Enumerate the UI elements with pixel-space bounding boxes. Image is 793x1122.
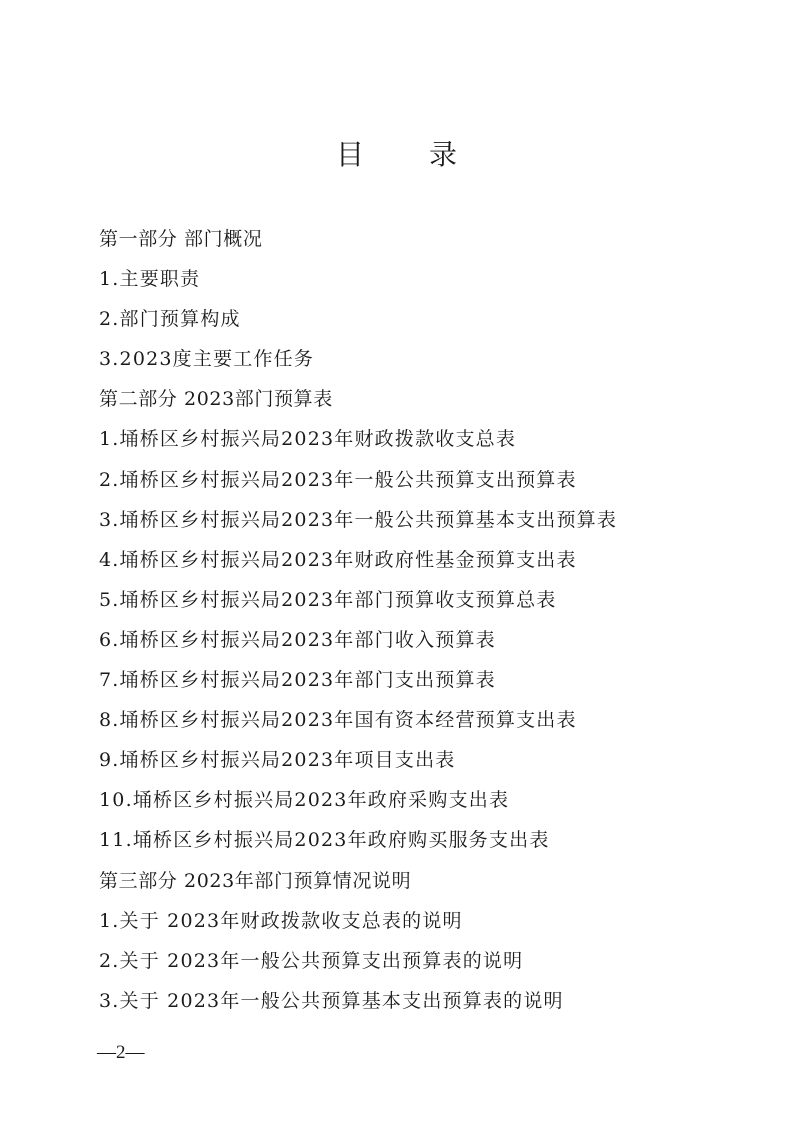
- toc-item: 3.关于 2023年一般公共预算基本支出预算表的说明: [99, 989, 564, 1012]
- toc-item: 7.埇桥区乡村振兴局2023年部门支出预算表: [99, 669, 496, 692]
- toc-section-heading: 第二部分 2023部门预算表: [99, 388, 333, 411]
- toc-item: 2.部门预算构成: [99, 308, 241, 331]
- page-number: —2—: [97, 1042, 145, 1063]
- toc-item: 9.埇桥区乡村振兴局2023年项目支出表: [99, 749, 456, 772]
- table-of-contents: [99, 219, 617, 1021]
- toc-item: 4.埇桥区乡村振兴局2023年财政府性基金预算支出表: [99, 548, 577, 571]
- toc-item: 3.埇桥区乡村振兴局2023年一般公共预算基本支出预算表: [99, 508, 618, 531]
- toc-item: 5.埇桥区乡村振兴局2023年部门预算收支预算总表: [99, 588, 557, 611]
- toc-item: 10.埇桥区乡村振兴局2023年政府采购支出表: [99, 789, 510, 812]
- toc-item: 3.2023度主要工作任务: [99, 348, 315, 371]
- toc-item: 8.埇桥区乡村振兴局2023年国有资本经营预算支出表: [99, 709, 577, 732]
- toc-item: 1.关于 2023年财政拨款收支总表的说明: [99, 909, 463, 932]
- toc-section-heading: 第三部分 2023年部门预算情况说明: [99, 869, 412, 892]
- toc-item: 11.埇桥区乡村振兴局2023年政府购买服务支出表: [99, 829, 550, 852]
- toc-item: 1.埇桥区乡村振兴局2023年财政拨款收支总表: [99, 428, 517, 451]
- toc-item: 2.关于 2023年一般公共预算支出预算表的说明: [99, 949, 524, 972]
- toc-section-heading: 第一部分 部门概况: [99, 228, 263, 250]
- page-title: 目 录: [336, 138, 485, 171]
- toc-item: 6.埇桥区乡村振兴局2023年部门收入预算表: [99, 628, 496, 651]
- toc-item: 1.主要职责: [99, 268, 201, 291]
- toc-item: 2.埇桥区乡村振兴局2023年一般公共预算支出预算表: [99, 468, 577, 491]
